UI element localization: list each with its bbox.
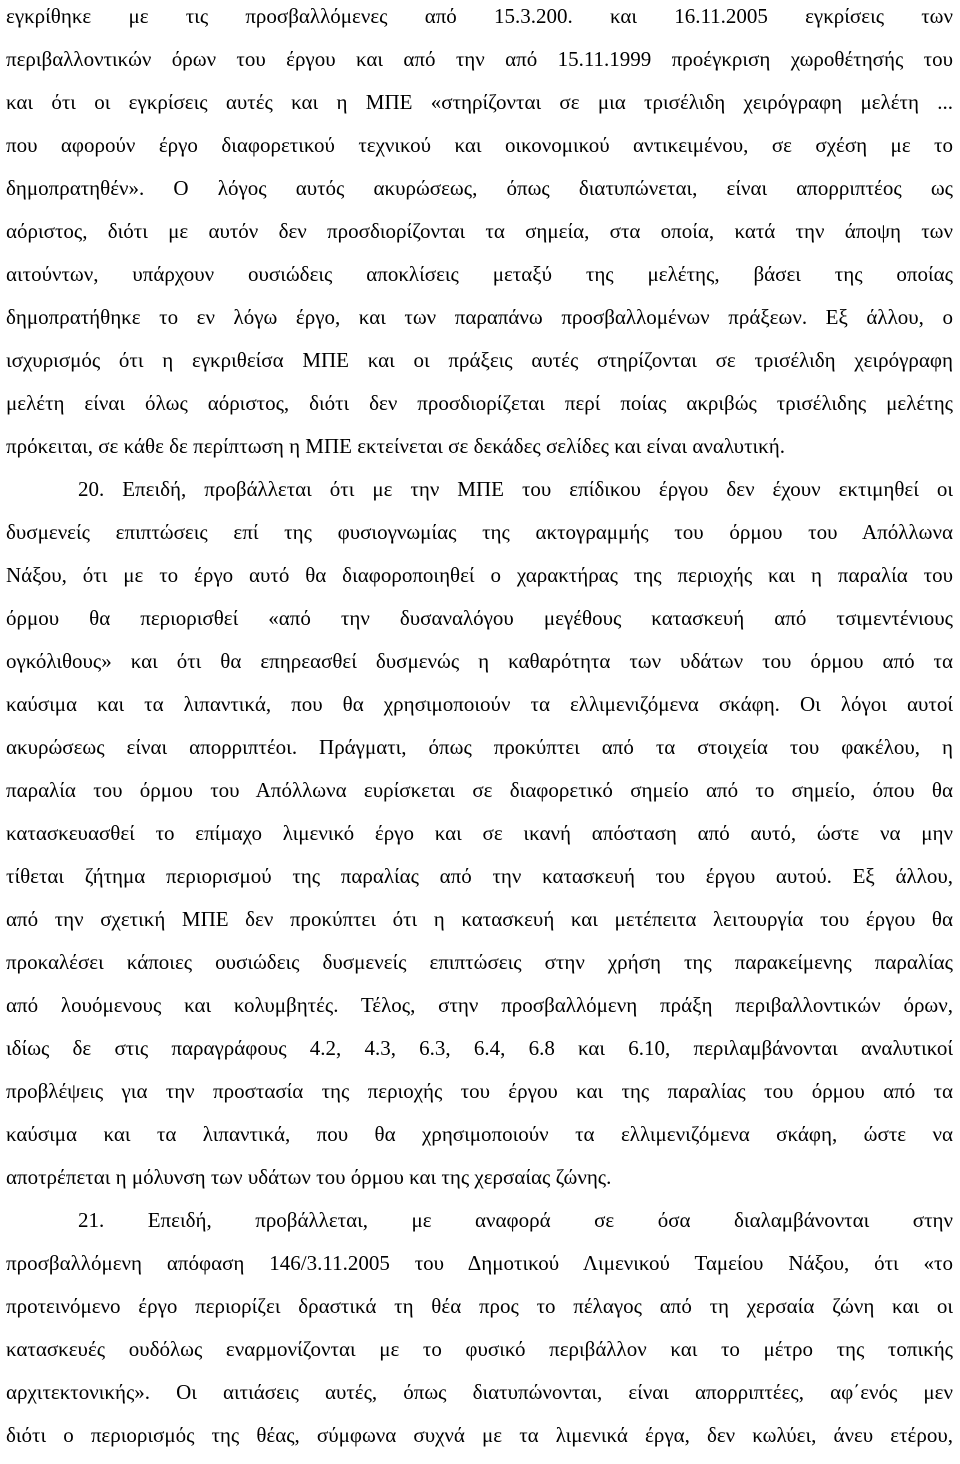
text-line: προσβαλλόμενη απόφαση 146/3.11.2005 του Δημοτικού Λιμενικού Ταμείου Νάξου, ότι «το — [6, 1251, 953, 1275]
text-line: προτεινόμενο έργο περιορίζει δραστικά τη θέα προς το πέλαγος από τη χερσαία ζώνη και οι — [6, 1294, 953, 1318]
text-line: και ότι οι εγκρίσεις αυτές και η ΜΠΕ «στηρίζονται σε μια τρισέλιδη χειρόγραφη μελέτη ... — [6, 90, 953, 114]
text-line: από λουόμενους και κολυμβητές. Τέλος, στην προσβαλλόμενη πράξη περιβαλλοντικών όρων, — [6, 993, 953, 1017]
text-line: προκαλέσει κάποιες ουσιώδεις δυσμενείς επιπτώσεις στην χρήση της παρακείμενης παραλίας — [6, 950, 953, 974]
text-line: αρχιτεκτονικής». Οι αιτιάσεις αυτές, όπως διατυπώνονται, είναι απορριπτέες, αφ΄ενός μεν — [6, 1380, 953, 1404]
text-line: τίθεται ζήτημα περιορισμού της παραλίας από την κατασκευή του έργου αυτού. Εξ άλλου, — [6, 864, 953, 888]
text-line: ογκόλιθους» και ότι θα επηρεασθεί δυσμενώς η καθαρότητα των υδάτων του όρμου από τα — [6, 649, 953, 673]
text-line: προβλέψεις για την προστασία της περιοχής του έργου και της παραλίας του όρμου από τα — [6, 1079, 953, 1103]
text-line: κατασκευασθεί το επίμαχο λιμενικό έργο και σε ικανή απόσταση από αυτό, ώστε να μην — [6, 821, 953, 845]
text-line: διότι ο περιορισμός της θέας, σύμφωνα συχνά με τα λιμενικά έργα, δεν κωλύει, άνευ ετέρου, — [6, 1423, 953, 1447]
text-line: περιβαλλοντικών όρων του έργου και από την από 15.11.1999 προέγκριση χωροθέτησής του — [6, 47, 953, 71]
text-line: αόριστος, διότι με αυτόν δεν προσδιορίζονται τα σημεία, στα οποία, κατά την άποψη των — [6, 219, 953, 243]
text-line: καύσιμα και τα λιπαντικά, που θα χρησιμοποιούν τα ελλιμενιζόμενα σκάφη, ώστε να — [6, 1122, 953, 1146]
text-line: αιτούντων, υπάρχουν ουσιώδεις αποκλίσεις μεταξύ της μελέτης, βάσει της οποίας — [6, 262, 953, 286]
paragraph-20-first-line: 20. Επειδή, προβάλλεται ότι με την ΜΠΕ του επίδικου έργου δεν έχουν εκτιμηθεί οι — [78, 477, 953, 501]
text-line: ισχυρισμός ότι η εγκριθείσα ΜΠΕ και οι πράξεις αυτές στηρίζονται σε τρισέλιδη χειρόγραφη — [6, 348, 953, 372]
text-line: δυσμενείς επιπτώσεις επί της φυσιογνωμίας της ακτογραμμής του όρμου του Απόλλωνα — [6, 520, 953, 544]
text-line: καύσιμα και τα λιπαντικά, που θα χρησιμοποιούν τα ελλιμενιζόμενα σκάφη. Οι λόγοι αυτοί — [6, 692, 953, 716]
text-line: μελέτη είναι όλως αόριστος, διότι δεν προσδιορίζεται περί ποίας ακριβώς τρισέλιδης μελέτης — [6, 391, 953, 415]
text-line: που αφορούν έργο διαφορετικού τεχνικού και οικονομικού αντικειμένου, σε σχέση με το — [6, 133, 953, 157]
text-line: αποτρέπεται η μόλυνση των υδάτων του όρμου και της χερσαίας ζώνης. — [6, 1165, 612, 1189]
text-line: όρμου θα περιορισθεί «από την δυσαναλόγου μεγέθους κατασκευή από τσιμεντένιους — [6, 606, 953, 630]
text-line: κατασκευές ουδόλως εναρμονίζονται με το φυσικό περιβάλλον και το μέτρο της τοπικής — [6, 1337, 953, 1361]
paragraph-21-first-line: 21. Επειδή, προβάλλεται, με αναφορά σε όσα διαλαμβάνονται στην — [78, 1208, 953, 1232]
text-line: πρόκειται, σε κάθε δε περίπτωση η ΜΠΕ εκτείνεται σε δεκάδες σελίδες και είναι αναλυτική. — [6, 434, 785, 458]
text-line: δημοπρατήθηκε το εν λόγω έργο, και των παραπάνω προσβαλλομένων πράξεων. Εξ άλλου, ο — [6, 305, 953, 329]
text-line: ακυρώσεως είναι απορριπτέοι. Πράγματι, όπως προκύπτει από τα στοιχεία του φακέλου, η — [6, 735, 953, 759]
text-line: Νάξου, ότι με το έργο αυτό θα διαφοροποιηθεί ο χαρακτήρας της περιοχής και η παραλία του — [6, 563, 953, 587]
text-line: ιδίως δε στις παραγράφους 4.2, 4.3, 6.3, 6.4, 6.8 και 6.10, περιλαμβάνονται αναλυτικοί — [6, 1036, 953, 1060]
text-line: εγκρίθηκε με τις προσβαλλόμενες από 15.3.200. και 16.11.2005 εγκρίσεις των — [6, 4, 953, 28]
text-line: παραλία του όρμου του Απόλλωνα ευρίσκεται σε διαφορετικό σημείο από το σημείο, όπου θα — [6, 778, 953, 802]
text-line: δημοπρατηθέν». Ο λόγος αυτός ακυρώσεως, όπως διατυπώνεται, είναι απορριπτέος ως — [6, 176, 953, 200]
text-line: από την σχετική ΜΠΕ δεν προκύπτει ότι η κατασκευή και μετέπειτα λειτουργία του έργου θα — [6, 907, 953, 931]
